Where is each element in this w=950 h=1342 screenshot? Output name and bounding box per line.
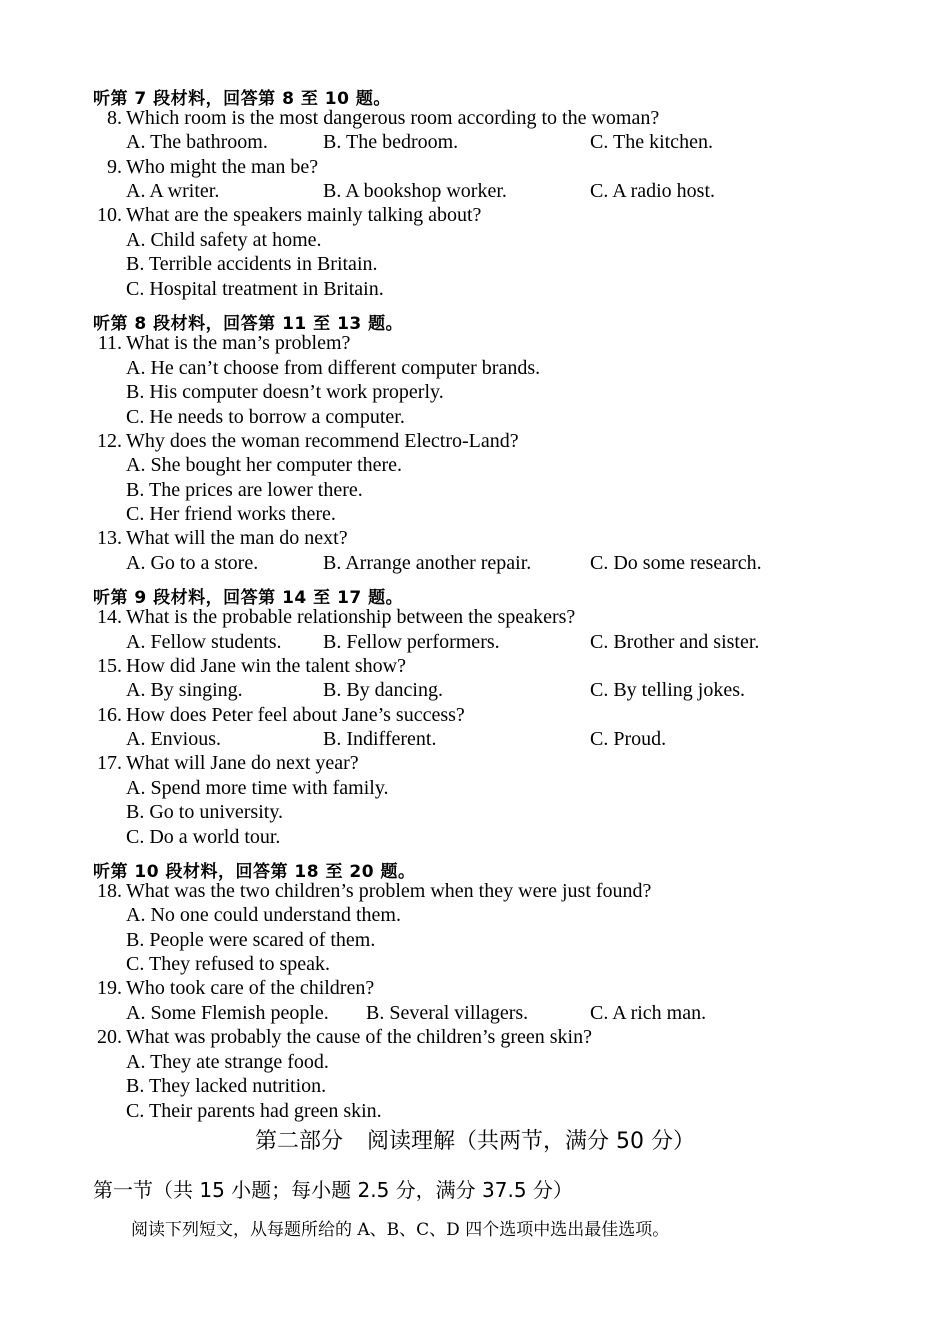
part-two-label: 第二部分 — [255, 1129, 344, 1154]
option-c: C. Do a world tour. — [126, 826, 281, 848]
question-text: What are the speakers mainly talking about? — [126, 204, 482, 226]
option-a: A. Envious. — [126, 728, 221, 750]
question-number: 12. — [97, 430, 122, 452]
option-c: C. By telling jokes. — [590, 679, 745, 701]
question-number: 20. — [97, 1026, 122, 1048]
option-b: B. Indifferent. — [323, 728, 437, 750]
question-text: Who might the man be? — [126, 156, 319, 178]
section-heading-10: 听第 10 段材料，回答第 18 至 20 题。 — [93, 862, 416, 882]
option-c: C. They refused to speak. — [126, 953, 331, 975]
options-16 — [0, 727, 950, 751]
option-b: B. The prices are lower there. — [126, 479, 363, 501]
option-c: C. Hospital treatment in Britain. — [126, 278, 384, 300]
question-number: 19. — [97, 977, 122, 999]
question-number: 11. — [97, 332, 122, 354]
question-15 — [0, 654, 950, 678]
question-19 — [0, 976, 950, 1000]
reading-instruction: 阅读下列短文，从每题所给的 A、B、C、D 四个选项中选出最佳选项。 — [131, 1220, 670, 1240]
option-c: C. A rich man. — [590, 1002, 707, 1024]
question-17 — [0, 751, 950, 775]
question-number: 14. — [97, 606, 122, 628]
section-heading-7: 听第 7 段材料，回答第 8 至 10 题。 — [93, 89, 391, 109]
question-number: 16. — [97, 704, 122, 726]
question-text: What is the man’s problem? — [126, 332, 351, 354]
part-two-description: 阅读理解（共两节，满分 50 分） — [367, 1129, 695, 1154]
section-one-title: 第一节（共 15 小题；每小题 2.5 分，满分 37.5 分） — [93, 1178, 573, 1202]
option-b: B. Arrange another repair. — [323, 552, 532, 574]
option-b: B. Go to university. — [126, 801, 284, 823]
question-number: 18. — [97, 880, 122, 902]
option-a: A. A writer. — [126, 180, 220, 202]
option-a: A. No one could understand them. — [126, 904, 401, 926]
option-c: C. A radio host. — [590, 180, 716, 202]
question-text: What is the probable relationship between the speakers? — [126, 606, 576, 628]
option-c: C. Their parents had green skin. — [126, 1100, 382, 1122]
option-c: C. Do some research. — [590, 552, 762, 574]
option-b: B. A bookshop worker. — [323, 180, 507, 202]
section-heading-9: 听第 9 段材料，回答第 14 至 17 题。 — [93, 588, 404, 608]
option-a: A. The bathroom. — [126, 131, 268, 153]
options-15 — [0, 678, 950, 702]
question-11 — [0, 331, 950, 355]
part-two-title — [0, 1124, 950, 1155]
option-b: B. The bedroom. — [323, 131, 459, 153]
option-c: C. He needs to borrow a computer. — [126, 406, 405, 428]
option-b: B. Terrible accidents in Britain. — [126, 253, 378, 275]
option-b: B. People were scared of them. — [126, 929, 376, 951]
question-text: Why does the woman recommend Electro-Land? — [126, 430, 519, 452]
question-16 — [0, 703, 950, 727]
question-20 — [0, 1025, 950, 1049]
option-c: C. Brother and sister. — [590, 631, 760, 653]
options-8 — [0, 130, 950, 154]
question-number: 13. — [97, 527, 122, 549]
option-b: B. They lacked nutrition. — [126, 1075, 327, 1097]
options-9 — [0, 179, 950, 203]
question-10 — [0, 203, 950, 227]
option-c: C. Her friend works there. — [126, 503, 336, 525]
option-a: A. Child safety at home. — [126, 229, 322, 251]
option-a: A. Spend more time with family. — [126, 777, 389, 799]
option-a: A. They ate strange food. — [126, 1051, 329, 1073]
option-b: B. By dancing. — [323, 679, 443, 701]
question-8 — [0, 106, 950, 130]
question-text: How did Jane win the talent show? — [126, 655, 406, 677]
question-text: What will Jane do next year? — [126, 752, 359, 774]
question-text: What was probably the cause of the children’s green skin? — [126, 1026, 592, 1048]
question-number: 10. — [97, 204, 122, 226]
option-a: A. She bought her computer there. — [126, 454, 403, 476]
question-9 — [0, 155, 950, 179]
question-14 — [0, 605, 950, 629]
option-a: A. He can’t choose from different computer brands. — [126, 357, 541, 379]
question-number: 8. — [107, 107, 122, 129]
question-number: 15. — [97, 655, 122, 677]
question-text: Who took care of the children? — [126, 977, 375, 999]
options-13 — [0, 551, 950, 575]
question-text: How does Peter feel about Jane’s success? — [126, 704, 465, 726]
option-a: A. By singing. — [126, 679, 243, 701]
option-a: A. Some Flemish people. — [126, 1002, 329, 1024]
question-18 — [0, 879, 950, 903]
options-19 — [0, 1001, 950, 1025]
question-text: What was the two children’s problem when they were just found? — [126, 880, 652, 902]
option-b: B. Several villagers. — [366, 1002, 529, 1024]
question-13 — [0, 526, 950, 550]
question-text: Which room is the most dangerous room according to the woman? — [126, 107, 660, 129]
option-b: B. His computer doesn’t work properly. — [126, 381, 444, 403]
option-b: B. Fellow performers. — [323, 631, 500, 653]
question-number: 9. — [107, 156, 122, 178]
section-heading-8: 听第 8 段材料，回答第 11 至 13 题。 — [93, 314, 404, 334]
options-14 — [0, 630, 950, 654]
option-a: A. Fellow students. — [126, 631, 282, 653]
question-number: 17. — [97, 752, 122, 774]
question-text: What will the man do next? — [126, 527, 348, 549]
question-12 — [0, 429, 950, 453]
option-c: C. The kitchen. — [590, 131, 713, 153]
option-a: A. Go to a store. — [126, 552, 259, 574]
option-c: C. Proud. — [590, 728, 667, 750]
